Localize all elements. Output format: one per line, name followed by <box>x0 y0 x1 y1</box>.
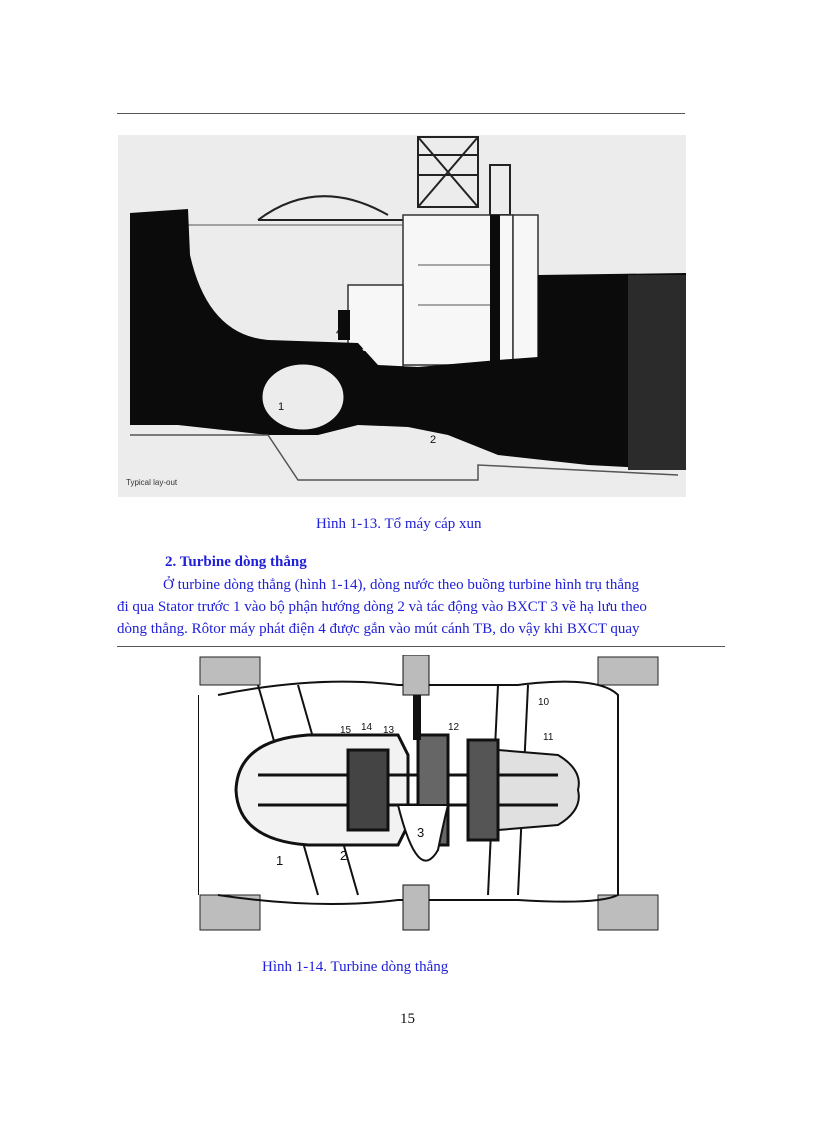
figure-2-part-label: 15 <box>340 725 352 736</box>
body-text-line: dòng thẳng. Rôtor máy phát điện 4 được gắn vào mút cánh TB, do vậy khi BXCT quay <box>117 621 640 637</box>
section-heading: 2. Turbine dòng thẳng <box>165 554 307 570</box>
capsule-unit-drawing <box>118 135 686 497</box>
figure-1-inner-label: Typical lay-out <box>126 478 178 487</box>
figure-2-part-label: 12 <box>448 722 460 733</box>
figure-2-part-label: 13 <box>383 725 395 736</box>
figure-2-part-label: 10 <box>538 697 550 708</box>
figure-1-13-diagram <box>118 135 686 497</box>
figure-1-part-label: 4 <box>336 326 343 338</box>
figure-1-part-label: 3 <box>362 342 369 354</box>
figure-2-part-label: 11 <box>543 732 554 743</box>
figure-1-13-caption: Hình 1-13. Tổ máy cáp xun <box>316 516 482 532</box>
figure-1-14-caption: Hình 1-14. Turbine dòng thẳng <box>262 959 449 975</box>
figure-2-part-label: 1 <box>276 853 284 868</box>
figure-1-part-label: 2 <box>430 434 437 446</box>
body-text-line: Ở turbine dòng thẳng (hình 1-14), dòng nước theo buồng turbine hình trụ thẳng <box>163 577 639 593</box>
figure-1-part-label: 1 <box>278 401 285 413</box>
figure-2-part-label: 2 <box>340 848 348 863</box>
figure-1-14-diagram <box>198 655 726 933</box>
top-rule <box>117 113 685 114</box>
straight-flow-turbine-drawing <box>198 655 726 933</box>
body-text-line: đi qua Stator trước 1 vào bộ phận hướng dòng 2 và tác động vào BXCT 3 về hạ lưu theo <box>117 599 647 615</box>
figure-2-part-label: 14 <box>361 722 373 733</box>
middle-rule <box>117 646 725 647</box>
figure-2-part-label: 3 <box>417 825 425 840</box>
page-number: 15 <box>400 1011 415 1027</box>
